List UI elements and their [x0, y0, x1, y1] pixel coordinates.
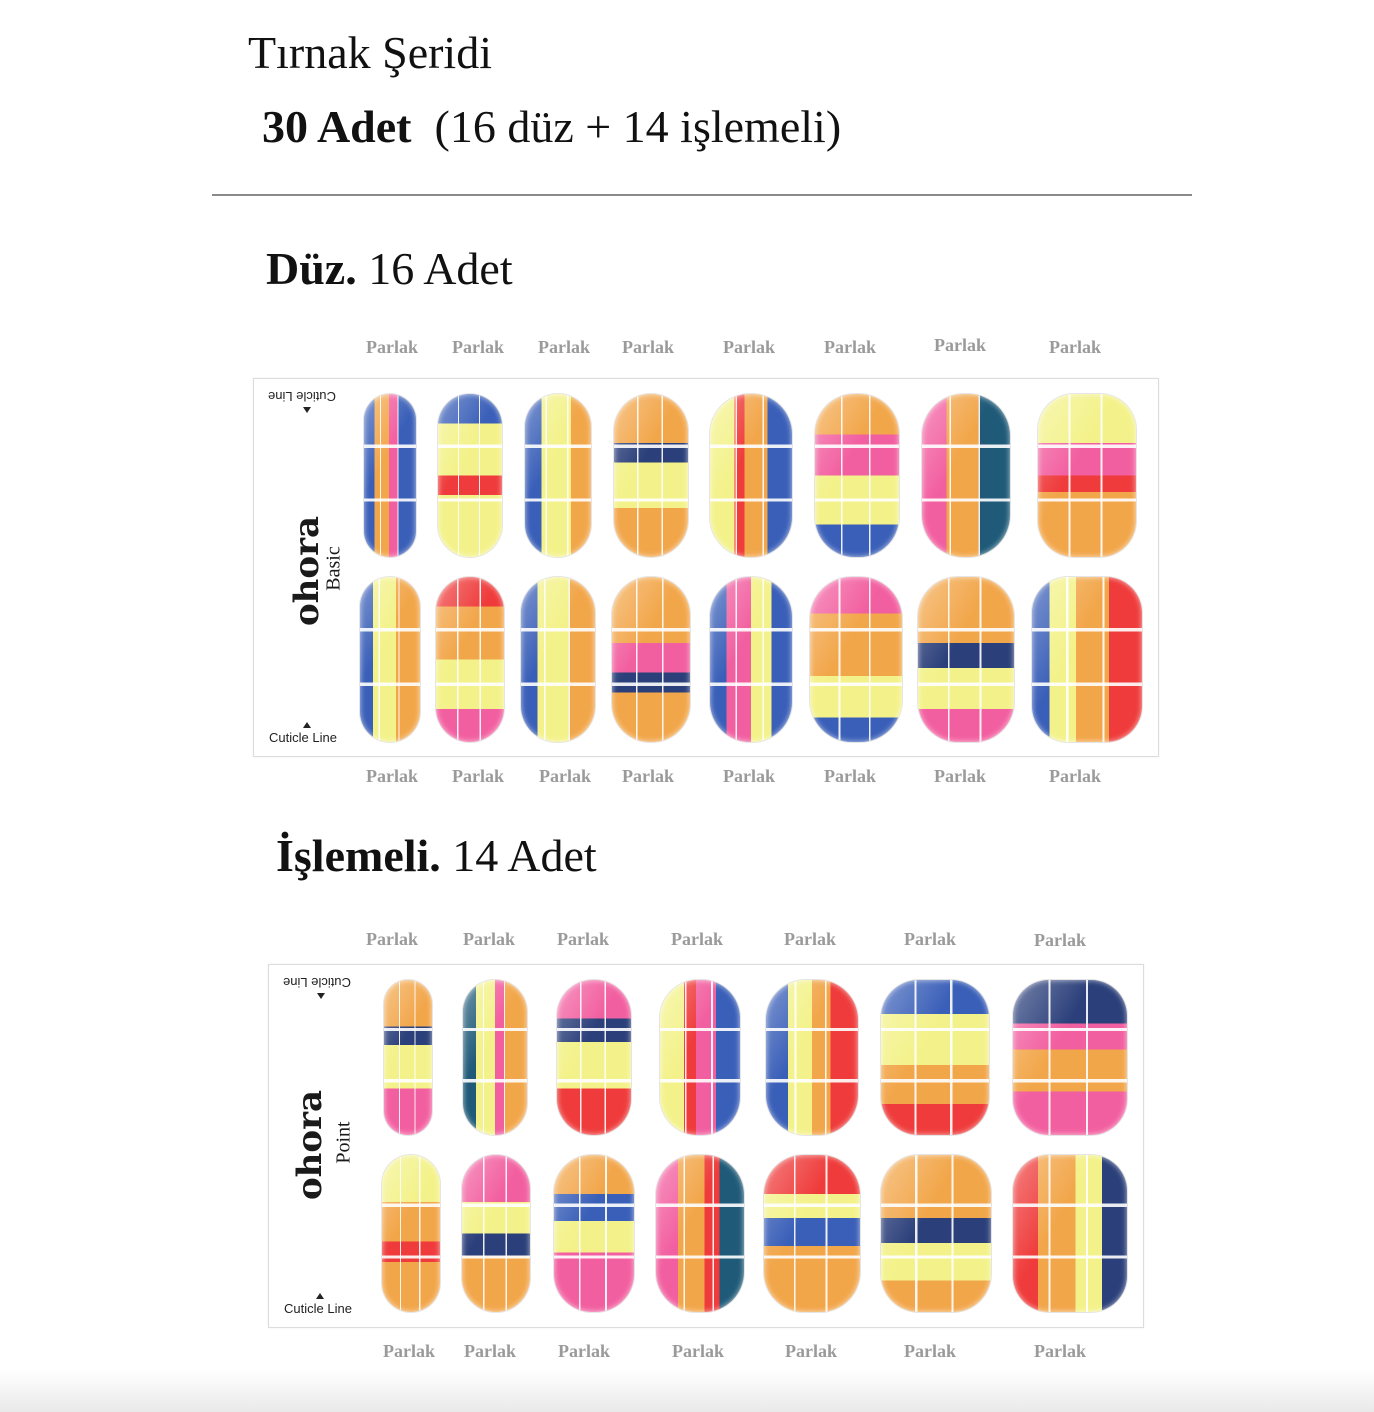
- gloss-label: Parlak: [785, 1341, 837, 1361]
- cuticle-line-label-bottom: Cuticle Line: [284, 1301, 352, 1316]
- gloss-label: Parlak: [622, 766, 674, 786]
- nail-sticker: [656, 1155, 744, 1312]
- nail-sticker: [1013, 1155, 1127, 1312]
- gloss-label: Parlak: [464, 1341, 516, 1361]
- nail-sticker: [554, 1155, 634, 1312]
- nail-sticker: [881, 1155, 991, 1312]
- gloss-label: Parlak: [557, 929, 609, 949]
- nail-sticker: [881, 980, 989, 1135]
- section-heading-decorated: [276, 829, 597, 882]
- section-heading-plain-bold: Düz.: [266, 243, 357, 294]
- nail-strip-sheet-plain: [253, 378, 1159, 757]
- divider: [212, 194, 1192, 196]
- nail-sticker: [463, 980, 527, 1135]
- nail-strip-sheet-decorated: [268, 964, 1144, 1328]
- section-heading-decorated-count: 14 Adet: [452, 830, 597, 881]
- gloss-label: Parlak: [1034, 1341, 1086, 1361]
- gloss-label: Parlak: [366, 929, 418, 949]
- cuticle-line-label-bottom: Cuticle Line: [269, 730, 337, 745]
- gloss-label: Parlak: [824, 766, 876, 786]
- piece-count-total: 30 Adet: [262, 101, 412, 152]
- gloss-label: Parlak: [366, 337, 418, 357]
- gloss-label: Parlak: [723, 337, 775, 357]
- nail-sticker: [1013, 980, 1127, 1135]
- nail-sticker: [614, 394, 688, 557]
- nail-sticker: [1032, 577, 1142, 742]
- page-title: Tırnak Şeridi: [248, 27, 492, 78]
- cuticle-line-label-top: Cuticle Line: [283, 975, 351, 990]
- nail-sticker: [557, 980, 631, 1135]
- nail-sticker: [438, 394, 502, 557]
- brand-logo: ohora: [290, 1089, 330, 1200]
- gloss-labels-top-plain: [0, 337, 1374, 361]
- product-line-label: Basic: [322, 546, 345, 591]
- gloss-label: Parlak: [452, 766, 504, 786]
- gloss-label: Parlak: [784, 929, 836, 949]
- gloss-label: Parlak: [539, 766, 591, 786]
- gloss-label: Parlak: [672, 1341, 724, 1361]
- gloss-label: Parlak: [671, 929, 723, 949]
- nail-sticker: [922, 394, 1010, 557]
- gloss-labels-bottom-plain: [0, 766, 1374, 790]
- nail-sticker: [1038, 394, 1136, 557]
- gloss-labels-top-decorated: [0, 929, 1374, 953]
- gloss-label: Parlak: [1049, 766, 1101, 786]
- nail-sticker: [710, 577, 792, 742]
- gloss-label: Parlak: [934, 335, 986, 355]
- nail-sticker: [382, 1155, 440, 1312]
- gloss-label: Parlak: [463, 929, 515, 949]
- arrow-up-icon: [303, 722, 311, 728]
- nail-sticker: [384, 980, 432, 1135]
- gloss-label: Parlak: [824, 337, 876, 357]
- nail-sticker: [810, 577, 902, 742]
- nail-sticker: [766, 980, 858, 1135]
- product-line-label: Point: [332, 1121, 355, 1164]
- section-heading-plain-count: 16 Adet: [368, 243, 513, 294]
- gloss-label: Parlak: [558, 1341, 610, 1361]
- nail-sticker: [660, 980, 740, 1135]
- arrow-up-icon: [316, 1293, 324, 1299]
- gloss-label: Parlak: [538, 337, 590, 357]
- piece-count: [262, 100, 841, 153]
- arrow-down-icon: [317, 993, 325, 999]
- section-heading-decorated-bold: İşlemeli.: [276, 830, 441, 881]
- gloss-label: Parlak: [904, 929, 956, 949]
- piece-count-breakdown: (16 düz + 14 işlemeli): [434, 101, 842, 152]
- gloss-labels-bottom-decorated: [0, 1341, 1374, 1365]
- nail-sticker: [436, 577, 504, 742]
- nail-sticker: [360, 577, 420, 742]
- section-heading-plain: [266, 242, 513, 295]
- gloss-label: Parlak: [452, 337, 504, 357]
- gloss-label: Parlak: [1049, 337, 1101, 357]
- cuticle-line-label-top: Cuticle Line: [268, 389, 336, 404]
- nail-sticker: [764, 1155, 860, 1312]
- brand-logo: ohora: [287, 515, 327, 626]
- gloss-label: Parlak: [622, 337, 674, 357]
- nail-sticker: [612, 577, 690, 742]
- nail-sticker: [364, 394, 416, 557]
- nail-sticker: [521, 577, 595, 742]
- nail-sticker: [525, 394, 591, 557]
- nail-sticker: [918, 577, 1014, 742]
- gloss-label: Parlak: [366, 766, 418, 786]
- arrow-down-icon: [303, 407, 311, 413]
- gloss-label: Parlak: [723, 766, 775, 786]
- gloss-label: Parlak: [934, 766, 986, 786]
- bottom-shadow: [0, 1370, 1374, 1412]
- nail-sticker: [710, 394, 792, 557]
- gloss-label: Parlak: [383, 1341, 435, 1361]
- nail-sticker: [815, 394, 899, 557]
- gloss-label: Parlak: [904, 1341, 956, 1361]
- gloss-label: Parlak: [1034, 930, 1086, 950]
- nail-sticker: [462, 1155, 530, 1312]
